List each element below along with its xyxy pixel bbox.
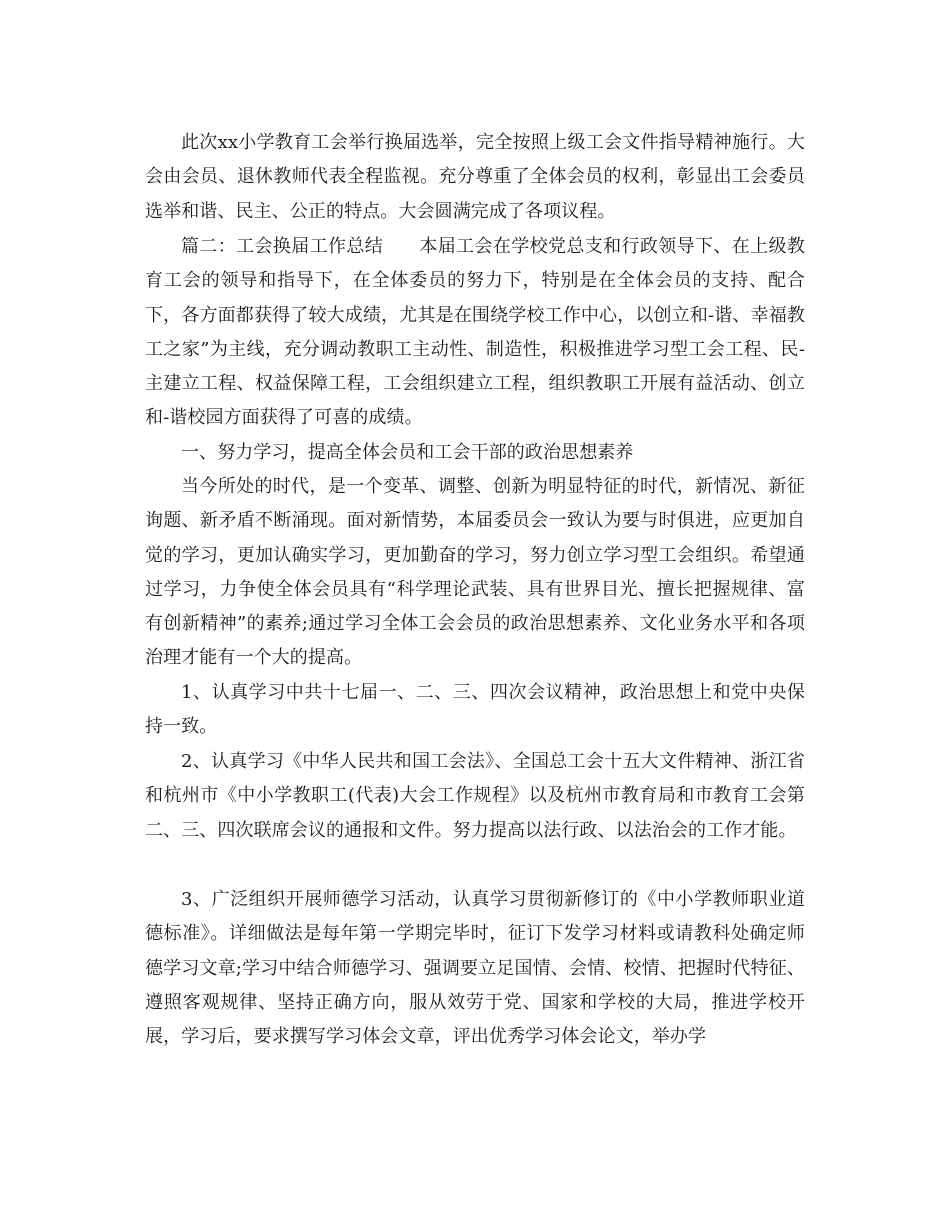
heading-study: 一、努力学习，提高全体会员和工会干部的政治思想素养 [181,442,634,463]
list-item-3: 3、广泛组织开展师德学习活动，认真学习贯彻新修订的《中小学教师职业道德标准》。详细做法是每年第一学期完毕时，征订下发学习材料或请教科处确定师德学习文章;学习中结合师德学习、强调要立足国情、会情、校情、把握时代特征、遵照客观规律、坚持正确方向，服从效劳于党、国家和学校的大局，推进学校开展，学习后，要求撰写学习体会文章，评出优秀学习体会论文，举办学 [145,889,805,1048]
section-title: 篇二：工会换届工作总结 [181,236,384,257]
paragraph-election-summary: 此次xx小学教育工会举行换届选举，完全按照上级工会文件指导精神施行。大会由会员、退休教师代表全程监视。充分尊重了全体会员的权利，彰显出工会委员选举和谐、民主、公正的特点。大会圆满完成了各项议程。 [145,132,805,222]
section-body: 本届工会在学校党总支和行政领导下、在上级教育工会的领导和指导下，在全体委员的努力下，特别是在全体会员的支持、配合下，各方面都获得了较大成绩，尤其是在围绕学校工作中心，以创立和-谐、幸福教工之家”为主线，充分调动教职工主动性、制造性，积极推进学习型工会工程、民-主建立工程、权益保障工程，工会组织建立工程，组织教职工开展有益活动、创立和-谐校园方面获得了可喜的成绩。 [145,236,805,429]
list-item-2: 2、认真学习《中华人民共和国工会法》、全国总工会十五大文件精神、浙江省和杭州市《中小学教职工(代表)大会工作规程》以及杭州市教育局和市教育工会第二、三、四次联席会议的通报和文件。努力提高以法行政、以法治会的工作才能。 [145,751,805,841]
list-item-1: 1、认真学习中共十七届一、二、三、四次会议精神，政治思想上和党中央保持一致。 [145,682,805,738]
paragraph-part-two [145,230,805,436]
paragraph-study-intro: 当今所处的时代，是一个变革、调整、创新为明显特征的时代，新情况、新征询题、新矛盾不断涌现。面对新情势，本届委员会一致认为要与时俱进，应更加自觉的学习，更加认确实学习，更加勤奋的学习，努力创立学习型工会组织。希望通过学习，力争使全体会员具有“科学理论武装、具有世界目光、擅长把握规律、富有创新精神”的素养;通过学习全体工会会员的政治思想素养、文化业务水平和各项治理才能有一个大的提高。 [145,476,805,669]
